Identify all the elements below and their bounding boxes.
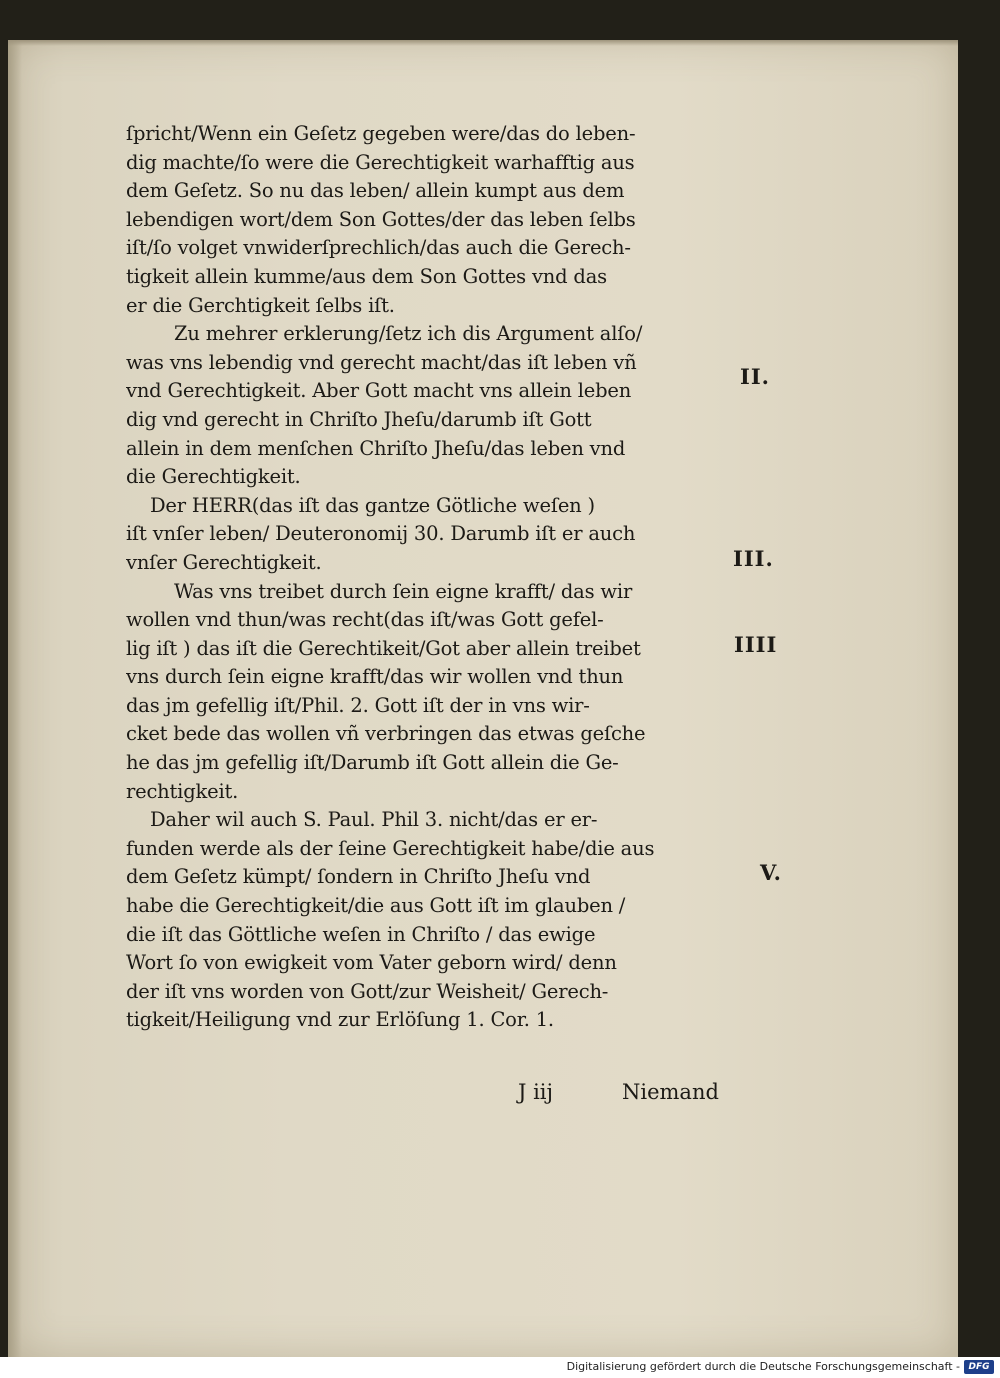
text-line: lig iſt ) das iſt die Gerechtikeit/Got aber allein treibet [126,636,641,660]
text-line: cket bede das wollen vñ verbringen das etwas geſche [126,722,646,746]
text-line: lebendigen wort/dem Son Gottes/der das leben ſelbs [126,207,636,231]
text-line: Der HERR(das iſt das gantze Götliche weſen ) [150,493,595,517]
page-gutter-shadow [8,40,22,1357]
footer-bar [0,1357,1000,1378]
footer-credit: Digitalisierung gefördert durch die Deutsche Forschungsgemeinschaft - [566,1360,960,1373]
text-line: dem Geſetz. So nu das leben/ allein kumpt aus dem [126,179,625,203]
text-line: he das jm gefellig iſt/Darumb iſt Gott allein die Ge- [126,751,619,775]
text-line: dig machte/ſo were die Gerechtigkeit warhafftig aus [126,150,635,174]
text-line: ſpricht/Wenn ein Geſetz gegeben were/das do leben- [126,122,636,145]
signature-mark: J iij [518,1080,554,1104]
text-line: allein in dem menſchen Chriſto Jheſu/das leben vnd [126,436,626,460]
margin-number-2: II. [740,364,770,389]
text-line: wollen vnd thun/was recht(das iſt/was Gott gefel- [126,608,604,632]
text-line: das jm gefellig iſt/Phil. 2. Gott iſt der in vns wir- [126,693,590,717]
text-line: Was vns treibet durch ſein eigne krafft/ das wir [174,579,633,603]
text-line: Daher wil auch S. Paul. Phil 3. nicht/das er er- [150,808,598,832]
dfg-logo: DFG [964,1360,994,1374]
text-line: iſt vnſer leben/ Deuteronomij 30. Darumb iſt er auch [126,522,636,546]
text-line: vnd Gerechtigkeit. Aber Gott macht vns allein leben [126,379,632,403]
page-top-shadow [8,40,958,46]
text-line: er die Gerchtigkeit ſelbs iſt. [126,293,395,317]
text-line: die Gerechtigkeit. [126,465,301,489]
margin-number-3: III. [733,546,774,571]
text-line: funden werde als der ſeine Gerechtigkeit habe/die aus [126,836,655,860]
text-line: tigkeit/Heiligung vnd zur Erlöſung 1. Cor. 1. [126,1008,554,1032]
text-line: Zu mehrer erklerung/ſetz ich dis Argument alſo/ [174,322,643,346]
margin-number-5: V. [760,860,782,885]
text-line: vnſer Gerechtigkeit. [126,550,322,574]
text-line: die iſt das Göttliche weſen in Chriſto / das ewige [126,922,596,946]
catchword: Niemand [622,1080,719,1104]
text-line: iſt/ſo volget vnwiderſprechlich/das auch die Gerech- [126,236,631,260]
text-line: Wort ſo von ewigkeit vom Vater geborn wird/ denn [126,951,617,975]
text-line: rechtigkeit. [126,779,239,803]
text-line: dig vnd gerecht in Chriſto Jheſu/darumb iſt Gott [126,407,592,431]
text-line: der iſt vns worden von Gott/zur Weisheit/ Gerech- [126,979,609,1003]
text-line: habe die Gerechtigkeit/die aus Gott iſt im glauben / [126,894,626,918]
margin-number-4: IIII [734,632,778,657]
text-line: vns durch ſein eigne krafft/das wir wollen vnd thun [126,665,624,689]
text-line: was vns lebendig vnd gerecht macht/das iſt leben vñ [126,350,637,374]
body-text [126,120,746,1035]
text-line: dem Geſetz kümpt/ ſondern in Chriſto Jheſu vnd [126,865,591,889]
text-line: tigkeit allein kumme/aus dem Son Gottes vnd das [126,264,607,288]
